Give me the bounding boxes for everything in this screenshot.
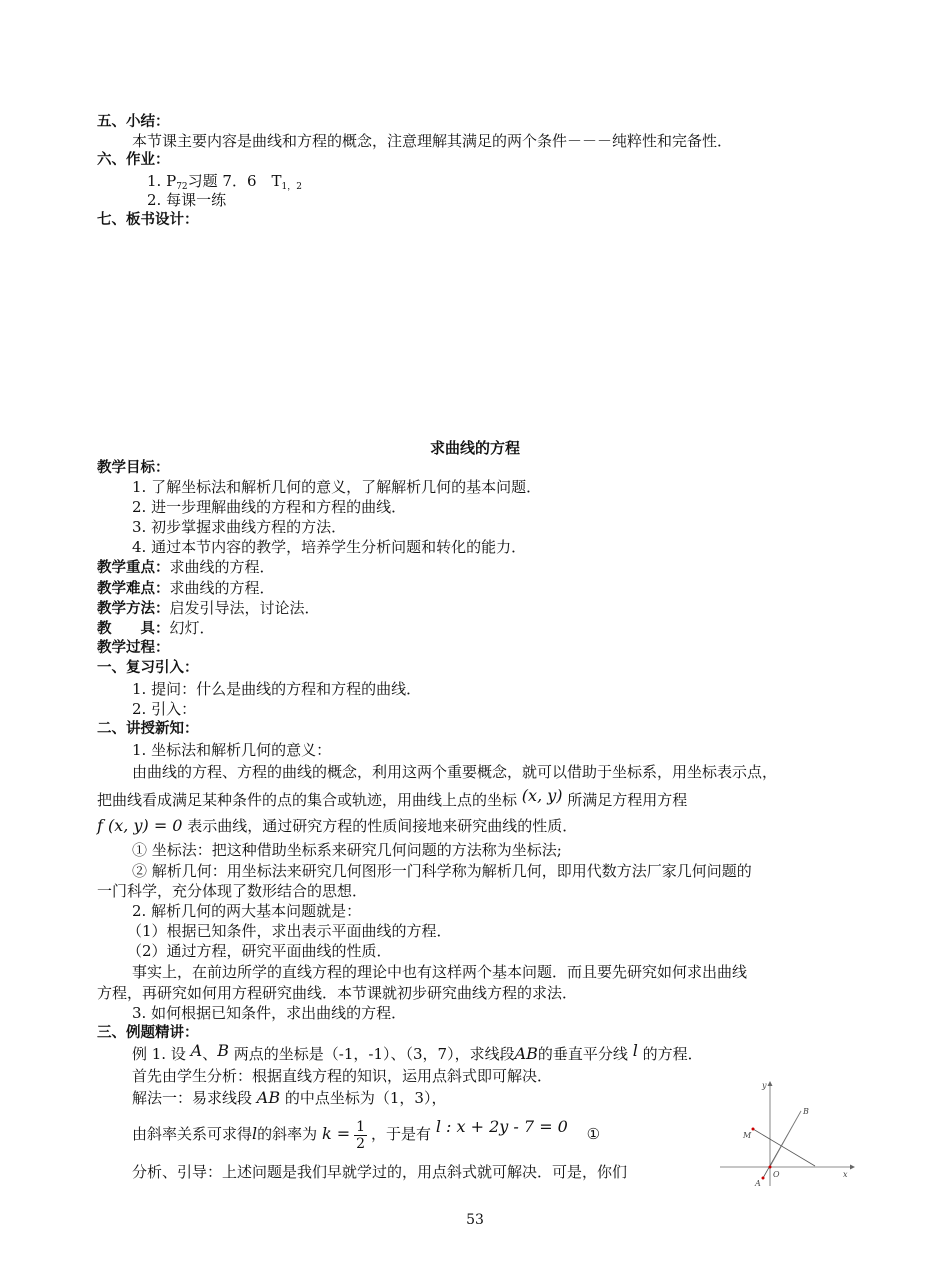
- point-a-label: A: [190, 1041, 203, 1060]
- goal-item: 4. 通过本节内容的教学，培养学生分析问题和转化的能力．: [132, 538, 527, 556]
- part1-item: 2. 引入：: [132, 700, 197, 718]
- slope-text-c: ，于是有: [371, 1125, 432, 1143]
- def-analytic-geometry-line2: 一门科学，充分体现了数形结合的思想．: [97, 882, 368, 900]
- goals-label: 教学目标：: [97, 460, 170, 476]
- para1-line2a: 把曲线看成满足某种条件的点的集合或轨迹，用曲线上点的坐标: [97, 791, 518, 809]
- def-coordinate-method: ① 坐标法：把这种借助坐标系来研究几何问题的方法称为坐标法;: [132, 841, 562, 859]
- example1: [132, 1041, 703, 1064]
- solution1: [132, 1088, 446, 1108]
- solution1-prefix: 解法一：易求线段: [132, 1089, 253, 1107]
- diff-label: 教学难点：: [97, 581, 170, 597]
- part2-item3: 3. 如何根据已知条件，求出曲线的方程．: [132, 1004, 407, 1022]
- process-label: 教学过程：: [97, 640, 170, 656]
- point-o: [769, 1166, 772, 1169]
- equation-l: l : x + 2y - 7 = 0: [435, 1117, 568, 1136]
- example1-sep: 、: [202, 1045, 218, 1063]
- fraction-numerator: 1: [356, 1118, 366, 1135]
- diff-text: 求曲线的方程．: [169, 579, 275, 597]
- slope-line: [132, 1117, 600, 1152]
- key-text: 求曲线的方程．: [169, 558, 275, 576]
- homework-item-1-mid: 习题 7．6 T: [187, 172, 282, 190]
- part2-item2: 2. 解析几何的两大基本问题就是：: [132, 902, 362, 920]
- label-y: y: [762, 1081, 767, 1090]
- x-axis-arrow: [850, 1165, 855, 1170]
- teaching-method: [97, 598, 320, 619]
- example1-prefix: 例 1. 设: [132, 1045, 186, 1063]
- section6-heading: 六、作业：: [97, 152, 170, 168]
- label-m: M: [743, 1131, 752, 1140]
- lesson-title: 求曲线的方程: [429, 439, 520, 457]
- segment-ab-label: AB: [514, 1044, 538, 1063]
- para1-line2: [97, 786, 688, 810]
- analysis-text: 首先由学生分析：根据直线方程的知识，运用点斜式即可解决．: [132, 1067, 553, 1085]
- homework-item-2: 2. 每课一练: [147, 191, 227, 209]
- fraction-denominator: 2: [356, 1135, 366, 1152]
- point-m: [752, 1128, 755, 1131]
- example1-text-b: 两点的坐标是（-1，-1）、（3，7），求线段: [233, 1045, 515, 1063]
- homework-item-1-sub1: 72: [176, 182, 188, 192]
- label-x: x: [843, 1170, 848, 1179]
- equation-mark: ①: [586, 1125, 601, 1143]
- solution1-text: 的中点坐标为（1，3），: [284, 1089, 447, 1107]
- slope-text-a: 由斜率关系可求得: [132, 1125, 253, 1143]
- def-analytic-geometry-line1: ② 解析几何：用坐标法来研究几何图形一门科学称为解析几何，即用代数方法厂家几何问题的: [132, 862, 752, 880]
- coordinate-figure: [715, 1078, 855, 1188]
- math-equation-f: f (x, y) = 0: [97, 816, 183, 835]
- fraction-one-half: [354, 1119, 367, 1152]
- difficult-point: [97, 578, 275, 599]
- para1-line2b: 所满足方程用方程: [567, 791, 688, 809]
- part2-heading: 二、讲授新知：: [97, 721, 199, 737]
- key-point: [97, 557, 275, 578]
- example1-text-c: 的垂直平分线: [537, 1045, 628, 1063]
- example1-text-d: 的方程．: [642, 1045, 703, 1063]
- homework-item-1-sub2: 1，2: [281, 182, 302, 192]
- goal-item: 2. 进一步理解曲线的方程和方程的曲线．: [132, 498, 407, 516]
- part1-heading: 一、复习引入：: [97, 660, 199, 676]
- goal-item: 1. 了解坐标法和解析几何的意义，了解解析几何的基本问题．: [132, 478, 542, 496]
- para1-line3: [97, 816, 577, 836]
- slope-text-b: 的斜率为: [257, 1125, 318, 1143]
- tool-label: 教 具：: [97, 621, 170, 637]
- goal-item: 3. 初步掌握求曲线方程的方法．: [132, 518, 347, 536]
- point-b-label: B: [217, 1041, 229, 1060]
- section5-heading: 五、小结：: [97, 114, 170, 130]
- y-axis-arrow: [768, 1081, 773, 1086]
- guide-text: 分析、引导：上述问题是我们早就学过的，用点斜式就可解决．可是，你们: [132, 1163, 628, 1181]
- basic-problem-2: （2）通过方程，研究平面曲线的性质．: [127, 942, 392, 960]
- para1-line1: 由曲线的方程、方程的曲线的概念，利用这两个重要概念，就可以借助于坐标系，用坐标表示点，: [132, 763, 778, 781]
- part2-item1: 1. 坐标法和解析几何的意义：: [132, 741, 332, 759]
- para2-line1: 事实上，在前边所学的直线方程的理论中也有这样两个基本问题．而且要先研究如何求出曲线: [132, 963, 748, 981]
- method-text: 启发引导法，讨论法．: [169, 599, 320, 617]
- part3-heading: 三、例题精讲：: [97, 1025, 199, 1041]
- para1-line3-text: 表示曲线，通过研究方程的性质间接地来研究曲线的性质．: [187, 817, 578, 835]
- page-number: 53: [466, 1212, 484, 1228]
- part1-item: 1. 提问：什么是曲线的方程和方程的曲线．: [132, 680, 422, 698]
- basic-problem-1: （1）根据已知条件，求出表示平面曲线的方程．: [127, 922, 452, 940]
- point-a: [762, 1177, 765, 1180]
- homework-item-1-pre: 1. P: [147, 172, 177, 190]
- perpendicular-bisector: [753, 1129, 815, 1166]
- method-label: 教学方法：: [97, 601, 170, 617]
- section7-heading: 七、板书设计：: [97, 212, 199, 228]
- section5-text: 本节课主要内容是曲线和方程的概念，注意理解其满足的两个条件－－－纯粹性和完备性．: [132, 132, 733, 150]
- line-l-label: l: [252, 1124, 258, 1143]
- tool-text: 幻灯．: [169, 619, 215, 637]
- label-a: A: [755, 1179, 761, 1188]
- slope-k: k =: [321, 1124, 351, 1143]
- label-o: O: [773, 1170, 780, 1179]
- segment-ob: [770, 1111, 801, 1167]
- para2-line2: 方程，再研究如何用方程研究曲线．本节课就初步研究曲线方程的求法．: [97, 984, 578, 1002]
- line-l-label: l: [632, 1041, 638, 1060]
- teaching-tools: [97, 618, 215, 639]
- segment-ab-label: AB: [256, 1088, 281, 1107]
- key-label: 教学重点：: [97, 560, 170, 576]
- math-point-xy: (x, y): [521, 786, 563, 805]
- label-b: B: [803, 1107, 809, 1116]
